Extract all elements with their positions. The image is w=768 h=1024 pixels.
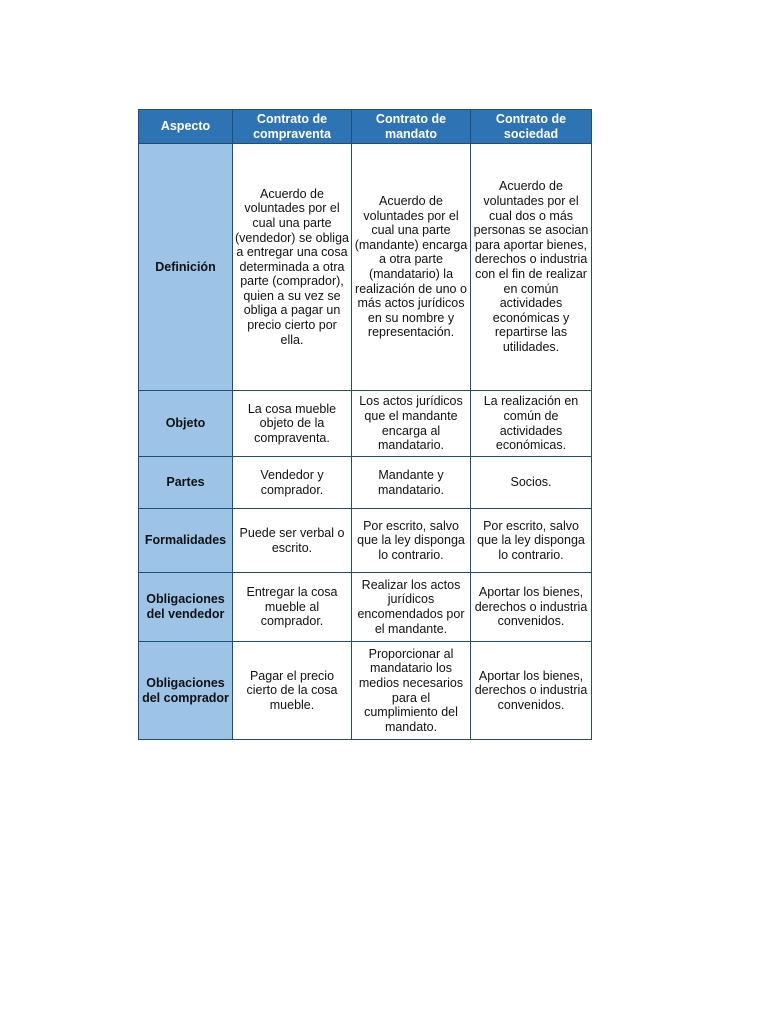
table-row-definicion (139, 144, 592, 391)
cell-compraventa: Entregar la cosa mueble al comprador. (233, 573, 352, 642)
cell-mandato: Acuerdo de voluntades por el cual una parte (mandante) encarga a otra parte (mandatario) la realización de uno o más actos jurídicos en su nombre y representación. (352, 144, 471, 391)
header-row (139, 110, 592, 144)
cell-sociedad: Por escrito, salvo que la ley disponga lo contrario. (471, 509, 592, 573)
cell-compraventa: La cosa mueble objeto de la compraventa. (233, 391, 352, 457)
cell-sociedad: La realización en común de actividades económicas. (471, 391, 592, 457)
header-aspecto: Aspecto (139, 110, 233, 144)
cell-compraventa: Vendedor y comprador. (233, 457, 352, 509)
cell-sociedad: Acuerdo de voluntades por el cual dos o más personas se asocian para aportar bienes, derechos o industria con el fin de realizar en común actividades económicas y repartirse las utilidades. (471, 144, 592, 391)
cell-compraventa: Pagar el precio cierto de la cosa mueble. (233, 642, 352, 740)
cell-mandato: Mandante y mandatario. (352, 457, 471, 509)
row-label: Obligaciones del vendedor (139, 573, 233, 642)
row-label: Partes (139, 457, 233, 509)
cell-mandato: Por escrito, salvo que la ley disponga lo contrario. (352, 509, 471, 573)
cell-sociedad: Aportar los bienes, derechos o industria convenidos. (471, 642, 592, 740)
row-label: Objeto (139, 391, 233, 457)
cell-sociedad: Aportar los bienes, derechos o industria convenidos. (471, 573, 592, 642)
row-label: Formalidades (139, 509, 233, 573)
cell-sociedad: Socios. (471, 457, 592, 509)
cell-compraventa: Puede ser verbal o escrito. (233, 509, 352, 573)
row-label: Definición (139, 144, 233, 391)
header-mandato: Contrato de mandato (352, 110, 471, 144)
cell-mandato: Realizar los actos jurídicos encomendados por el mandante. (352, 573, 471, 642)
cell-compraventa: Acuerdo de voluntades por el cual una parte (vendedor) se obliga a entregar una cosa determinada a otra parte (comprador), quien a su vez se obliga a pagar un precio cierto por ella. (233, 144, 352, 391)
comparison-table (138, 109, 592, 740)
table-row-objeto (139, 391, 592, 457)
row-label: Obligaciones del comprador (139, 642, 233, 740)
table-row-obligaciones-comprador (139, 642, 592, 740)
table-row-obligaciones-vendedor (139, 573, 592, 642)
cell-mandato: Los actos jurídicos que el mandante encarga al mandatario. (352, 391, 471, 457)
table-row-formalidades (139, 509, 592, 573)
cell-mandato: Proporcionar al mandatario los medios necesarios para el cumplimiento del mandato. (352, 642, 471, 740)
header-compraventa: Contrato de compraventa (233, 110, 352, 144)
header-sociedad: Contrato de sociedad (471, 110, 592, 144)
table-row-partes (139, 457, 592, 509)
